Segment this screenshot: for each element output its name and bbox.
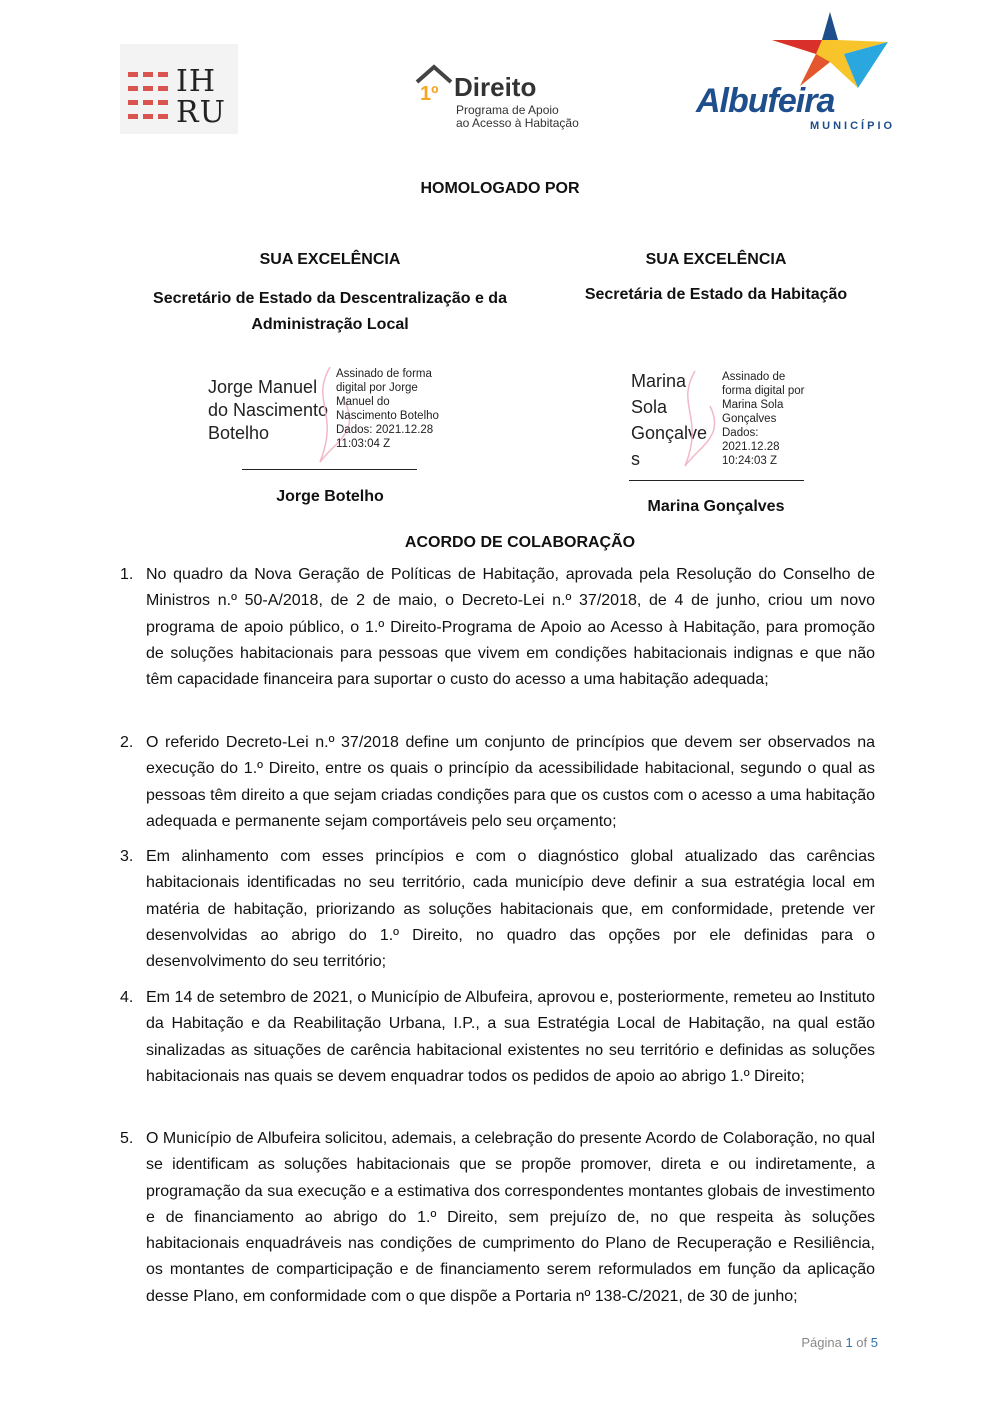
paragraph-1 — [120, 562, 875, 693]
left-sig-detail-5: Dados: 2021.12.28 — [336, 424, 434, 436]
left-role-line1: Secretário de Estado da Descentralização e da — [153, 290, 507, 307]
right-sig-detail-2: forma digital por — [722, 385, 805, 397]
left-printed-name: Jorge Botelho — [276, 488, 384, 505]
right-sig-name-line4: s — [631, 449, 640, 469]
ihru-bars-icon — [128, 72, 168, 128]
left-title: SUA EXCELÊNCIA — [259, 251, 401, 268]
right-sig-detail-1: Assinado de — [722, 371, 786, 383]
right-sig-name-line3: Gonçalve — [631, 423, 708, 443]
paragraph-number: 4. — [120, 989, 134, 1006]
paragraph-4 — [120, 985, 875, 1090]
homologado-heading: HOMOLOGADO POR — [420, 180, 580, 197]
ihru-logo — [120, 44, 238, 134]
left-sig-detail-1: Assinado de forma — [336, 368, 432, 380]
page-of: of — [856, 1335, 868, 1350]
direito-title: Direito — [454, 72, 537, 102]
paragraph-number: 2. — [120, 734, 134, 751]
right-printed-name: Marina Gonçalves — [647, 498, 785, 515]
left-sig-name-line1: Jorge Manuel — [208, 377, 318, 397]
left-sig-detail-6: 11:03:04 Z — [336, 438, 391, 450]
right-sig-detail-6: 2021.12.28 — [722, 441, 780, 453]
right-sig-detail-5: Dados: — [722, 427, 759, 439]
right-sig-detail-3: Marina Sola — [722, 399, 784, 411]
star-icon — [770, 10, 890, 90]
svg-text:1º: 1º — [420, 83, 439, 105]
page-current: 1 — [845, 1335, 853, 1350]
left-sig-name-line3: Botelho — [208, 423, 270, 443]
left-role — [130, 286, 530, 338]
right-title: SUA EXCELÊNCIA — [645, 251, 787, 268]
page-label: Página — [801, 1335, 842, 1350]
right-sig-name-line1: Marina — [631, 371, 687, 391]
left-role-line2: Administração Local — [251, 316, 409, 333]
paragraph-text: O referido Decreto-Lei n.º 37/2018 define um conjunto de princípios que devem ser observados na execução do 1.º Direito, entre os quais o princípio da acessibilidade habitacional, segundo o qual as pessoas têm direito a que sejam criadas condições para que os custos com o acesso a uma habitação adequada e permanente sejam comportáveis pelo seu orçamento; — [146, 734, 875, 830]
right-sig-detail-7: 10:24:03 Z — [722, 455, 777, 467]
paragraph-3 — [120, 844, 875, 975]
paragraph-text: Em 14 de setembro de 2021, o Município de Albufeira, aprovou e, posteriormente, remeteu ao Instituto da Habitação e da Reabilitação Urbana, I.P., a sua Estratégia Local de Habitação, na qual estão sinalizadas as situações de carência habitacional existentes no seu território e definidas as soluções habitacionais nas quais se devem enquadrar todos os pedidos de apoio ao abrigo 1.º Direito; — [146, 989, 875, 1085]
right-role: Secretária de Estado da Habitação — [584, 286, 848, 303]
paragraph-number: 3. — [120, 848, 134, 865]
paragraph-number: 5. — [120, 1130, 134, 1147]
right-sig-detail-4: Gonçalves — [722, 413, 777, 425]
paragraph-text: Em alinhamento com esses princípios e com o diagnóstico global atualizado das carências habitacionais identificadas no seu território, cada município deve definir a sua estratégia local em matéria de habitação, priorizando as soluções habitacionais que, em conformidade, pretende ver desenvolvidas ao abrigo do 1.º Direito, no quadro das opções por ele definidas para o desenvolvimento do seu território; — [146, 848, 875, 971]
direito-subtitle-line2: ao Acesso à Habitação — [456, 116, 579, 130]
left-sig-name-line2: do Nascimento — [208, 400, 329, 420]
ihru-line1: IH — [176, 64, 217, 99]
left-sig-detail-2: digital por Jorge — [336, 382, 418, 394]
page-indicator — [801, 1335, 878, 1350]
paragraph-number: 1. — [120, 566, 134, 583]
paragraph-2 — [120, 730, 875, 835]
right-signature-line — [629, 480, 804, 481]
left-signature-line — [242, 469, 417, 470]
direito-subtitle — [456, 104, 579, 130]
ihru-logo-text — [176, 66, 226, 128]
ihru-line2: RU — [176, 95, 226, 130]
left-signature-details — [336, 367, 439, 451]
albufeira-name: Albufeira — [696, 82, 835, 120]
house-icon — [414, 62, 454, 106]
albufeira-logo — [690, 10, 896, 135]
primeiro-direito-logo — [412, 62, 612, 132]
right-signature-details — [722, 370, 804, 468]
paragraph-text: No quadro da Nova Geração de Políticas de Habitação, aprovada pela Resolução do Conselho de Ministros n.º 50-A/2018, de 2 de maio, o Decreto-Lei n.º 37/2018, de 4 de junho, criou um novo programa de apoio público, o 1.º Direito-Programa de Apoio ao Acesso à Habitação, para promoção de soluções habitacionais para pessoas que vivem em condições habitacionais indignas e que não têm capacidade financeira para suportar o custo do acesso a uma habitação adequada; — [146, 566, 875, 689]
page-total: 5 — [870, 1335, 878, 1350]
left-sig-detail-4: Nascimento Botelho — [336, 410, 439, 422]
left-sig-detail-3: Manuel do — [336, 396, 390, 408]
albufeira-municipio: MUNICÍPIO — [810, 120, 896, 132]
paragraph-text: O Município de Albufeira solicitou, ademais, a celebração do presente Acordo de Colaboração, no qual se identificam as soluções habitacionais que se propõe promover, direta e ou indiretamente, a programação da sua execução e a estimativa dos correspondentes montantes globais de investimento e de financiamento ao abrigo do 1.º Direito, sem prejuízo de, no que respeita às soluções habitacionais enquadráveis nas condições de cumprimento do Plano de Recuperação e Resiliência, os montantes de comparticipação e de financiamento serem reformulados em função da aplicação desse Plano, em conformidade com o que dispõe a Portaria nº 138-C/2021, de 30 de junho; — [146, 1130, 875, 1305]
paragraph-5 — [120, 1126, 875, 1310]
right-sig-name-line2: Sola — [631, 397, 668, 417]
direito-subtitle-line1: Programa de Apoio — [456, 103, 559, 117]
document-title: ACORDO DE COLABORAÇÃO — [404, 534, 636, 551]
